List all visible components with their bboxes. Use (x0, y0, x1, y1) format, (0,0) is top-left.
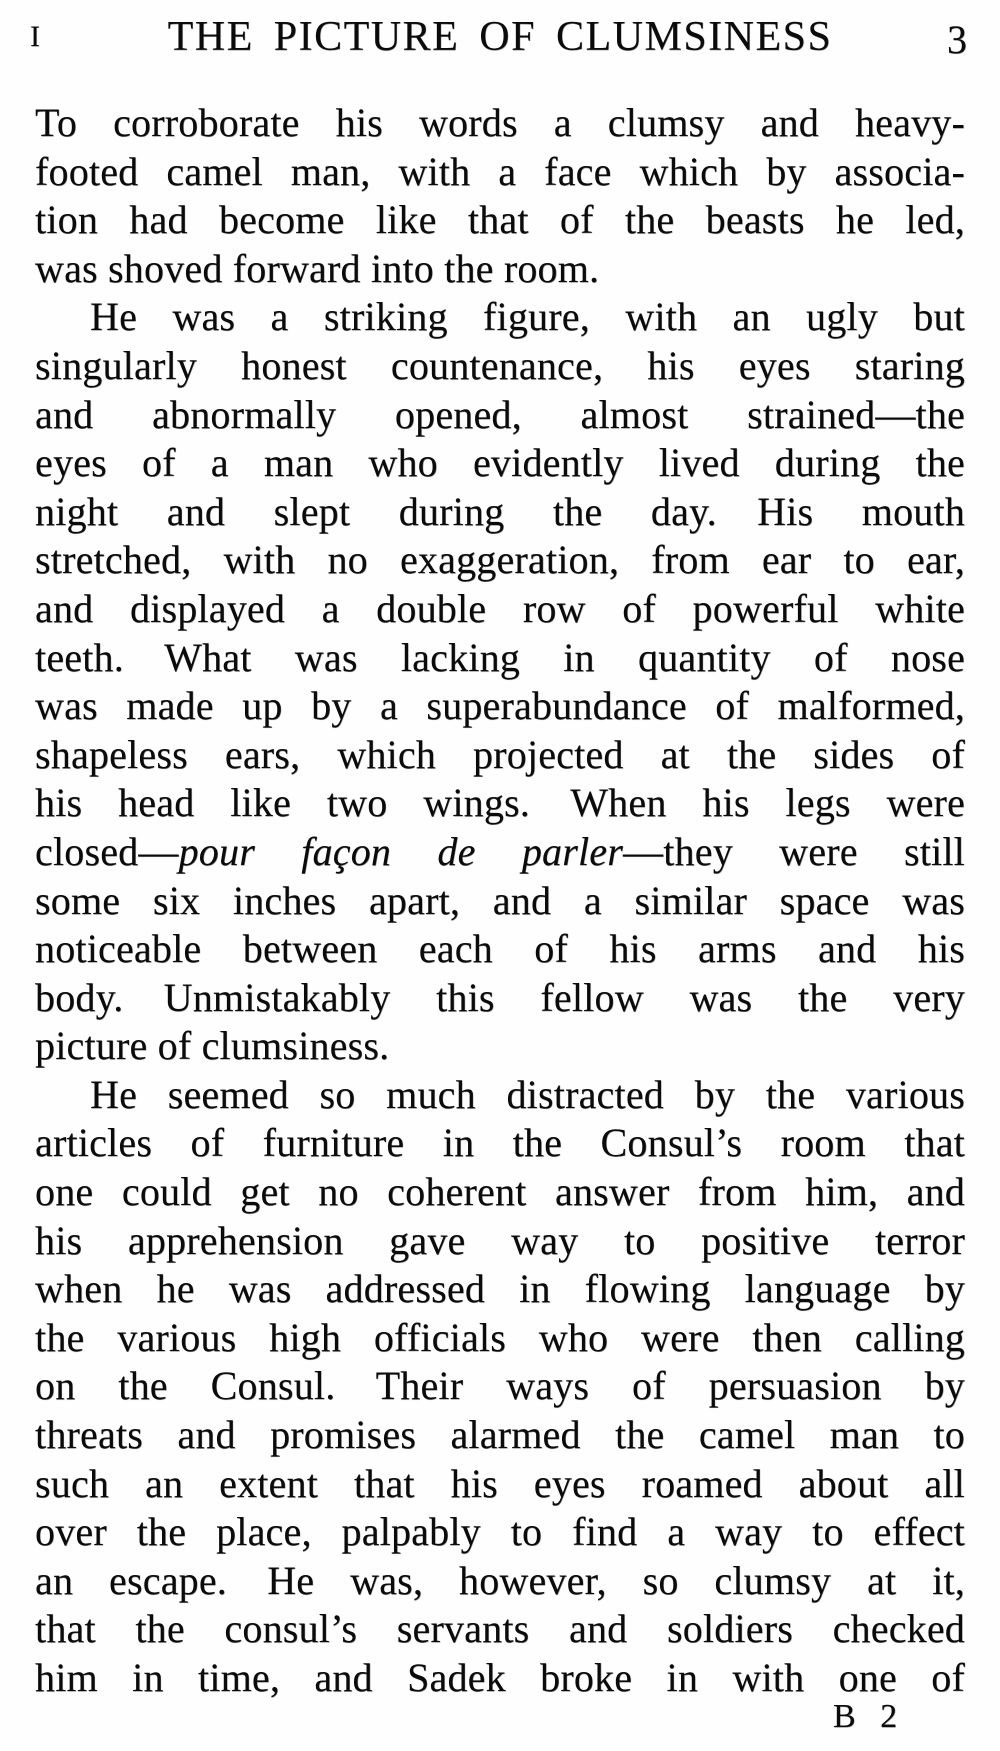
text-line: on the Consul. Their ways of persuasion by (35, 1363, 965, 1409)
text-line: his apprehension gave way to positive terror (35, 1217, 965, 1263)
text-segment: —they were still (623, 828, 965, 874)
text-line: such an extent that his eyes roamed about all (35, 1460, 965, 1506)
text-line: articles of furniture in the Consul’s room that (35, 1120, 965, 1166)
text-line: night and slept during the day. His mouth (35, 488, 965, 534)
text-line: and abnormally opened, almost strained—the (35, 391, 965, 437)
signature-mark: B 2 (833, 1698, 898, 1735)
text-line: and displayed a double row of powerful white (35, 585, 965, 631)
text-line: singularly honest countenance, his eyes staring (35, 342, 965, 388)
text-line: To corroborate his words a clumsy and heavy- (35, 100, 965, 145)
text-line: He was a striking figure, with an ugly but (90, 294, 965, 340)
text-line: body. Unmistakably this fellow was the very (35, 974, 965, 1020)
text-line: when he was addressed in flowing language by (35, 1266, 965, 1312)
text-line: noticeable between each of his arms and his (35, 926, 965, 972)
page-number: 3 (947, 17, 967, 62)
text-line: tion had become like that of the beasts he led, (35, 197, 965, 243)
text-line: over the place, palpably to find a way to effect (35, 1509, 965, 1555)
text-line: He seemed so much distracted by the various (90, 1071, 965, 1117)
text-line: an escape. He was, however, so clumsy at it, (35, 1557, 965, 1603)
text-line: shapeless ears, which projected at the sides of (35, 731, 965, 777)
text-line: his head like two wings. When his legs were (35, 780, 965, 826)
text-line: was shoved forward into the room. (35, 245, 600, 291)
text-line: teeth. What was lacking in quantity of nose (35, 634, 965, 680)
text-line: footed camel man, with a face which by associa- (35, 148, 965, 194)
running-title: THE PICTURE OF CLUMSINESS (167, 14, 833, 60)
text-line: him in time, and Sadek broke in with one of (35, 1655, 965, 1700)
italic-phrase: pour façon de parler (178, 828, 624, 874)
text-line: threats and promises alarmed the camel man to (35, 1412, 965, 1458)
text-segment: closed— (35, 828, 179, 874)
page-text (35, 99, 965, 1703)
text-line: one could get no coherent answer from him, and (35, 1169, 965, 1215)
text-line: was made up by a superabundance of malformed, (35, 683, 965, 729)
text-line: the various high officials who were then calling (35, 1314, 965, 1360)
chapter-mark: I (30, 20, 40, 53)
text-line (35, 828, 965, 877)
text-line: picture of clumsiness. (35, 1023, 390, 1069)
text-line: eyes of a man who evidently lived during the (35, 440, 965, 486)
text-line: that the consul’s servants and soldiers checked (35, 1606, 965, 1652)
text-line: stretched, with no exaggeration, from ear to ear, (35, 537, 965, 583)
text-line: some six inches apart, and a similar space was (35, 877, 965, 923)
